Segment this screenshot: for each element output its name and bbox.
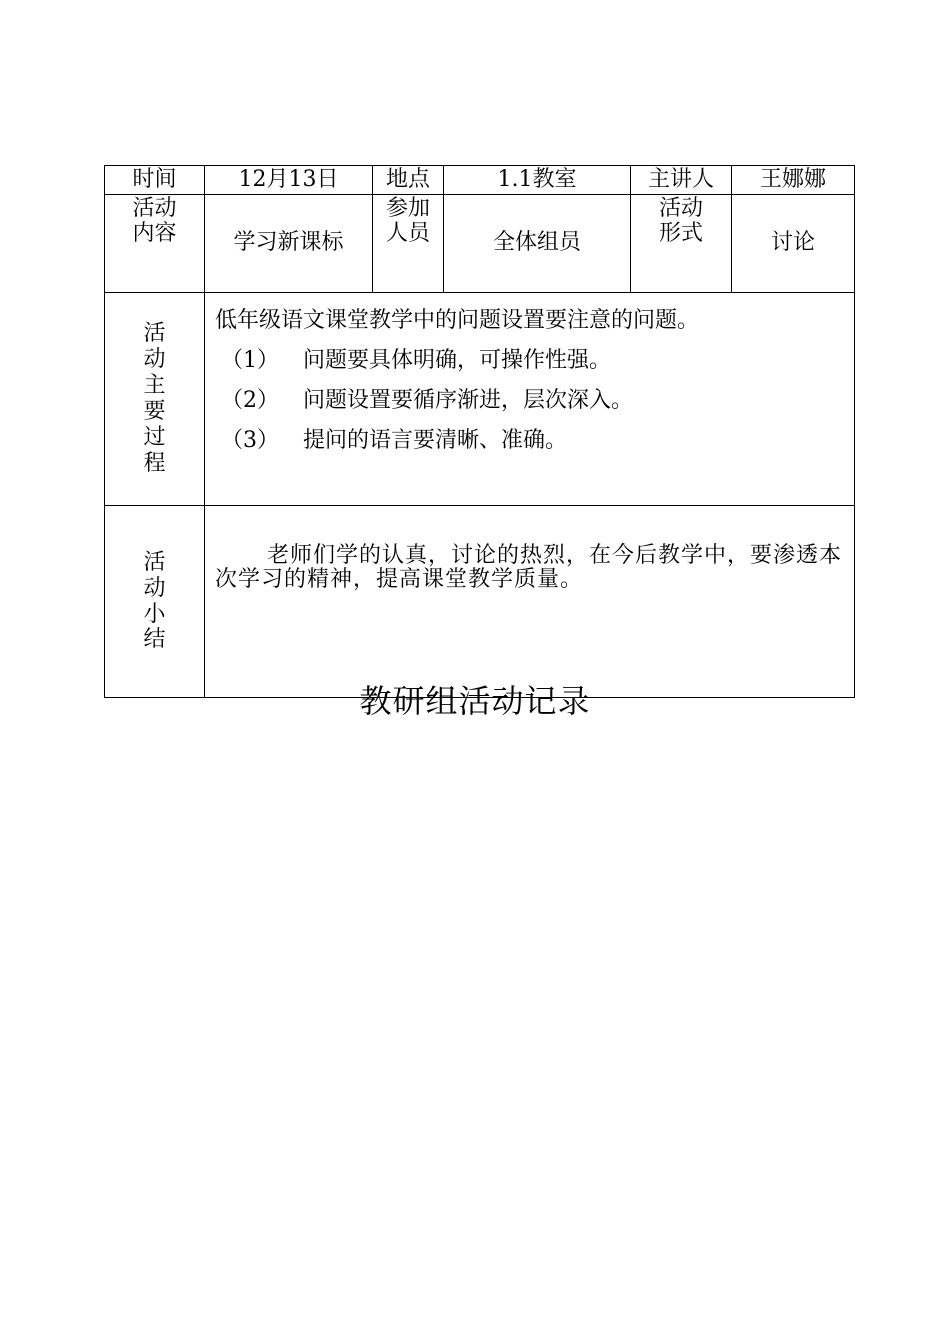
process-item — [215, 381, 848, 421]
time-value: 12月13日 — [205, 166, 373, 195]
content-label-line2: 内容 — [132, 221, 177, 247]
participants-label-line2: 人员 — [385, 221, 430, 247]
process-item — [215, 341, 848, 381]
participants-label-cell — [373, 195, 444, 293]
form-label-line1: 活动 — [658, 196, 703, 221]
speaker-label: 主讲人 — [631, 166, 732, 195]
summary-label: 活动小结 — [143, 549, 166, 653]
process-item-text: 提问的语言要清晰、准确。 — [303, 428, 568, 453]
process-item-number: （1） — [221, 348, 279, 373]
process-label-cell — [105, 293, 205, 506]
summary-text: 老师们学的认真，讨论的热烈，在今后教学中，要渗透本次学习的精神，提高课堂教学质量。 — [205, 506, 855, 698]
process-item-number: （3） — [221, 428, 279, 453]
form-value: 讨论 — [732, 195, 855, 293]
activity-record-table — [104, 165, 855, 698]
summary-label-cell — [105, 506, 205, 698]
process-item-number: （2） — [221, 388, 279, 413]
participants-value: 全体组员 — [444, 195, 631, 293]
form-label-line2: 形式 — [658, 221, 703, 247]
document-title: 教研组活动记录 — [359, 682, 591, 720]
content-value: 学习新课标 — [205, 195, 373, 293]
participants-label-line1: 参加 — [385, 196, 430, 221]
speaker-value: 王娜娜 — [732, 166, 855, 195]
table-row — [105, 166, 855, 195]
table-row — [105, 195, 855, 293]
time-label: 时间 — [105, 166, 205, 195]
process-item-text: 问题要具体明确，可操作性强。 — [303, 348, 612, 373]
content-label-cell — [105, 195, 205, 293]
process-label: 活动主要过程 — [143, 321, 166, 476]
process-item-text: 问题设置要循序渐进，层次深入。 — [303, 388, 634, 413]
table-row — [105, 506, 855, 698]
form-label-cell — [631, 195, 732, 293]
process-intro: 低年级语文课堂教学中的问题设置要注意的问题。 — [215, 308, 700, 333]
table-row — [105, 293, 855, 506]
location-label: 地点 — [373, 166, 444, 195]
content-label-line1: 活动 — [132, 196, 177, 221]
location-value: 1.1教室 — [444, 166, 631, 195]
process-content — [205, 293, 855, 506]
process-item — [215, 421, 848, 461]
